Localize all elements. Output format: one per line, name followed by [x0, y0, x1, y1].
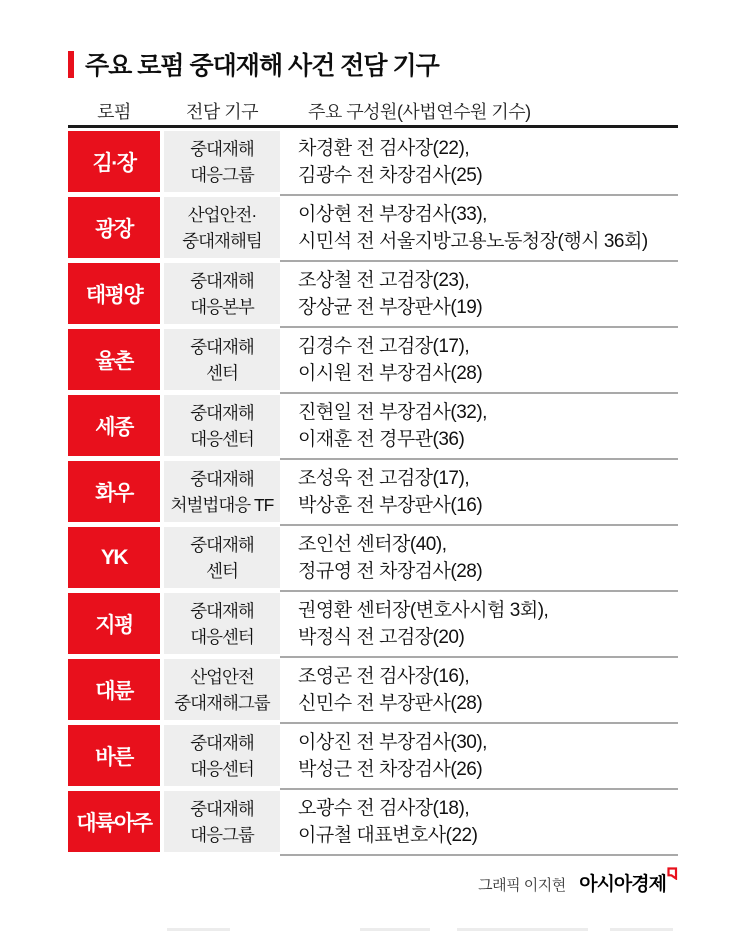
column-header-org: 전담 기구	[185, 101, 259, 122]
table-row	[68, 197, 678, 258]
org-line: 대응본부	[190, 296, 254, 317]
member-line: 장상균 전 부장판사(19)	[298, 296, 483, 318]
members-list	[280, 197, 678, 258]
member-line: 이재훈 전 경무관(36)	[298, 428, 465, 450]
law-firm-name: 바른	[68, 725, 160, 786]
org-name	[164, 131, 280, 192]
members-list	[280, 527, 678, 588]
column-header-firm: 로펌	[97, 101, 131, 122]
org-line: 중대재해	[190, 534, 254, 555]
org-line: 산업안전·	[187, 204, 257, 225]
table-row	[68, 461, 678, 522]
org-line: 중대재해	[190, 138, 254, 159]
org-name	[164, 593, 280, 654]
org-name	[164, 659, 280, 720]
member-line: 김경수 전 고검장(17),	[298, 335, 470, 357]
member-line: 이상진 전 부장검사(30),	[298, 731, 487, 753]
table-row	[68, 395, 678, 456]
law-firm-name: 율촌	[68, 329, 160, 390]
member-line: 박상훈 전 부장판사(16)	[298, 494, 483, 516]
org-line: 대응그룹	[190, 824, 254, 845]
graphic-credit: 그래픽 이지현	[478, 877, 566, 894]
org-line: 산업안전	[190, 666, 254, 687]
org-name	[164, 527, 280, 588]
org-name	[164, 329, 280, 390]
member-line: 진현일 전 부장검사(32),	[298, 401, 487, 423]
member-line: 조성욱 전 고검장(17),	[298, 467, 470, 489]
member-line: 시민석 전 서울지방고용노동청장(행시 36회)	[298, 230, 648, 252]
member-line: 이시원 전 부장검사(28)	[298, 362, 483, 384]
law-firm-name: 김·장	[68, 131, 160, 192]
members-list	[280, 461, 678, 522]
table-row	[68, 593, 678, 654]
table-row	[68, 725, 678, 786]
members-list	[280, 725, 678, 786]
member-line: 조영곤 전 검사장(16),	[298, 665, 470, 687]
members-list	[280, 395, 678, 456]
org-line: 처벌법대응 TF	[170, 494, 274, 515]
org-line: 중대재해	[190, 600, 254, 621]
members-list	[280, 659, 678, 720]
org-name	[164, 725, 280, 786]
table-row	[68, 791, 678, 852]
members-list	[280, 791, 678, 852]
member-line: 차경환 전 검사장(22),	[298, 137, 470, 159]
org-line: 대응그룹	[190, 164, 254, 185]
table-row	[68, 329, 678, 390]
member-line: 이상현 전 부장검사(33),	[298, 203, 487, 225]
org-line: 중대재해팀	[182, 230, 262, 251]
members-list	[280, 263, 678, 324]
org-line: 센터	[206, 560, 238, 581]
table-body	[68, 125, 678, 852]
law-firm-name: 세종	[68, 395, 160, 456]
org-name	[164, 395, 280, 456]
law-firm-name: YK	[68, 527, 160, 588]
member-line: 조상철 전 고검장(23),	[298, 269, 470, 291]
member-line: 박정식 전 고검장(20)	[298, 626, 465, 648]
table-row	[68, 131, 678, 192]
members-list	[280, 131, 678, 192]
page-title: 주요 로펌 중대재해 사건 전담 기구	[85, 52, 439, 80]
org-name	[164, 263, 280, 324]
table-row	[68, 263, 678, 324]
table-header-row	[68, 96, 678, 125]
member-line: 김광수 전 차장검사(25)	[298, 164, 483, 186]
members-list	[280, 593, 678, 654]
table-row	[68, 527, 678, 588]
org-line: 중대재해	[190, 798, 254, 819]
org-name	[164, 461, 280, 522]
law-firm-name: 광장	[68, 197, 160, 258]
org-line: 중대재해	[190, 336, 254, 357]
member-line: 권영환 센터장(변호사시험 3회),	[298, 599, 549, 621]
member-line: 오광수 전 검사장(18),	[298, 797, 470, 819]
law-firm-name: 대륜	[68, 659, 160, 720]
column-header-members: 주요 구성원(사법연수원 기수)	[308, 101, 531, 122]
org-line: 대응센터	[190, 626, 254, 647]
org-line: 대응센터	[190, 428, 254, 449]
infographic	[68, 46, 678, 896]
org-line: 대응센터	[190, 758, 254, 779]
member-line: 신민수 전 부장판사(28)	[298, 692, 483, 714]
member-line: 이규철 대표변호사(22)	[298, 824, 478, 846]
org-line: 중대재해	[190, 402, 254, 423]
law-firm-name: 태평양	[68, 263, 160, 324]
org-name	[164, 791, 280, 852]
org-name	[164, 197, 280, 258]
org-line: 중대재해그룹	[174, 692, 270, 713]
member-line: 조인선 센터장(40),	[298, 533, 447, 555]
member-line: 박성근 전 차장검사(26)	[298, 758, 483, 780]
org-line: 중대재해	[190, 468, 254, 489]
member-line: 정규영 전 차장검사(28)	[298, 560, 483, 582]
org-line: 중대재해	[190, 270, 254, 291]
law-firm-name: 화우	[68, 461, 160, 522]
org-line: 중대재해	[190, 732, 254, 753]
asiae-quote-mark-icon	[667, 867, 678, 885]
law-firm-name: 지평	[68, 593, 160, 654]
org-line: 센터	[206, 362, 238, 383]
footer	[68, 869, 678, 896]
brand-logo-text: 아시아경제	[579, 874, 666, 895]
members-list	[280, 329, 678, 390]
title-accent-bar	[68, 51, 74, 78]
title-row	[68, 46, 678, 82]
law-firm-name: 대륙아주	[68, 791, 160, 852]
table-row	[68, 659, 678, 720]
